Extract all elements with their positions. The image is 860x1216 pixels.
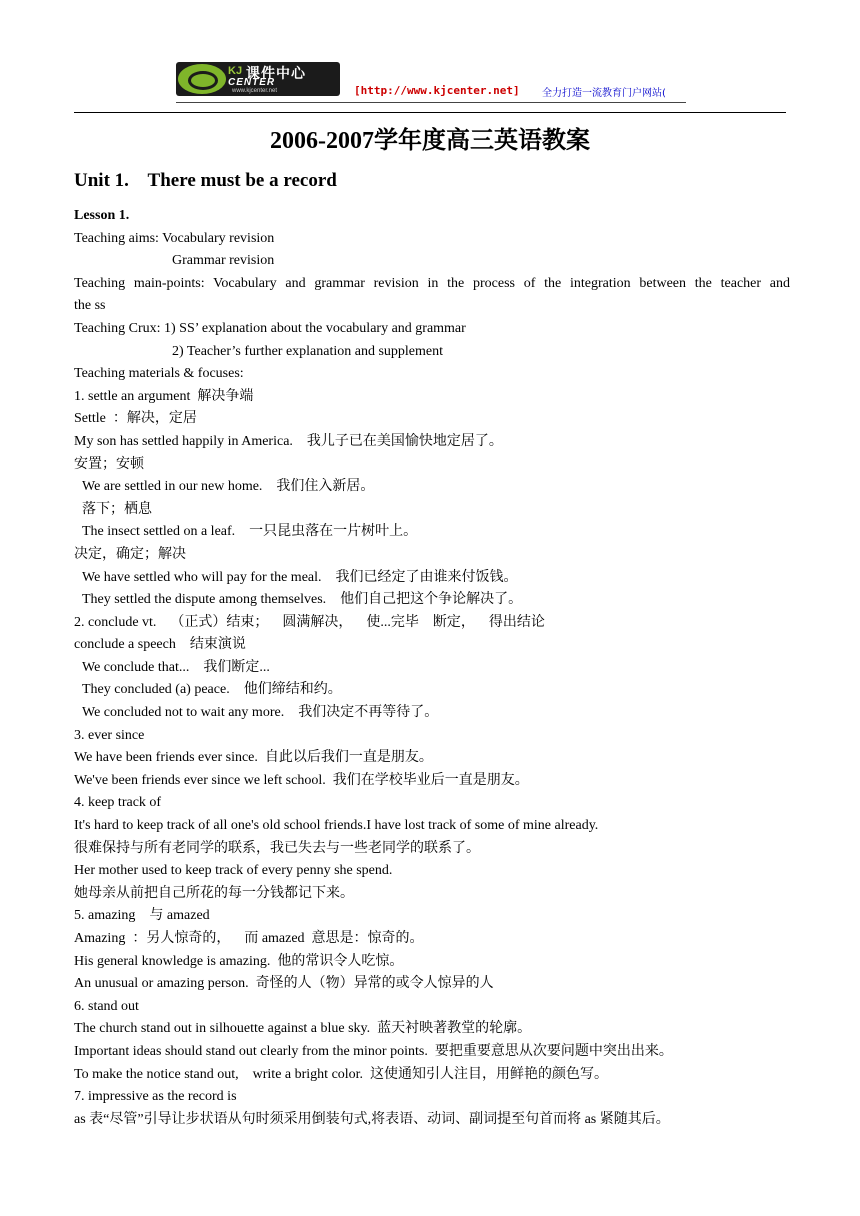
page-header [176,58,686,104]
text-line: We've been friends ever since we left school. 我们在学校毕业后一直是朋友。 [74,772,529,788]
text-line: 落下；栖息 [82,501,152,517]
text-line: Important ideas should stand out clearly from the minor points. 要把重要意思从次要问题中突出出来。 [74,1043,673,1059]
text-line: Teaching materials & focuses: [74,366,244,382]
text-line: the ss [74,298,106,314]
text-line: The church stand out in silhouette against a blue sky. 蓝天衬映著教堂的轮廓。 [74,1021,532,1037]
text-line: 4. keep track of [74,795,162,811]
logo-swirl-icon [178,64,226,94]
text-line: An unusual or amazing person. 奇怪的人（物）异常的或令人惊异的人 [74,976,494,992]
text-line: 1. settle an argument 解决争端 [74,388,254,404]
header-slogan: 全力打造一流教育门户网站( [542,88,666,99]
kjcenter-logo [176,62,340,96]
text-line: 决定，确定；解决 [74,546,186,562]
text-line: 2. conclude vt. （正式）结束； 圆满解决， 使...完毕 断定， 得出结论 [74,614,545,630]
header-divider [74,112,786,113]
text-line: 5. amazing 与 amazed [74,908,210,924]
text-line: as 表“尽管”引导让步状语从句时须采用倒装句式,将表语、动词、副词提至句首而将 as 紧随其后。 [74,1111,670,1127]
text-line: Teaching Crux: 1) SS’ explanation about the vocabulary and grammar [74,320,466,336]
text-line: Teaching main-points: Vocabulary and grammar revision in the process of the integration between the teacher and [74,275,790,291]
text-line: 3. ever since [74,727,145,743]
text-line: They settled the dispute among themselves. 他们自己把这个争论解决了。 [82,592,523,608]
lesson-body [74,205,790,1131]
text-line: Grammar revision [172,253,275,269]
logo-kj-text: KJ [228,65,243,77]
text-line: We have been friends ever since. 自此以后我们一直是朋友。 [74,750,433,766]
text-line: 7. impressive as the record is [74,1089,237,1105]
text-line: 她母亲从前把自己所花的每一分钱都记下来。 [74,885,354,901]
header-site-link[interactable]: [http://www.kjcenter.net] [354,84,520,97]
text-line: 2) Teacher’s further explanation and supplement [172,343,444,359]
text-line: We are settled in our new home. 我们住入新居。 [82,479,375,495]
text-line: It's hard to keep track of all one's old school friends.I have lost track of some of mine already. [74,818,599,834]
lesson-heading: Lesson 1. [74,208,130,223]
text-line: 安置；安顿 [74,456,144,472]
text-line: Teaching aims: Vocabulary revision [74,230,275,246]
header-underline [176,102,686,103]
text-line: My son has settled happily in America. 我儿子已在美国愉快地定居了。 [74,433,503,449]
text-line: They concluded (a) peace. 他们缔结和约。 [82,682,342,698]
unit-heading: Unit 1. There must be a record [74,170,337,191]
text-line: 6. stand out [74,998,139,1014]
text-line: We concluded not to wait any more. 我们决定不再等待了。 [82,705,439,721]
logo-chinese-text: 课件中心 [246,66,306,82]
page-title: 2006-2007学年度高三英语教案 [270,128,590,154]
text-line: Her mother used to keep track of every penny she spend. [74,863,393,879]
text-line: conclude a speech 结束演说 [74,637,246,653]
text-line: 很难保持与所有老同学的联系，我已失去与一些老同学的联系了。 [74,840,480,856]
text-line: Settle ：解决，定居 [74,411,197,427]
logo-center-text: CENTER [228,77,276,88]
text-line: Amazing ：另人惊奇的， 而 amazed 意思是：惊奇的。 [74,931,424,946]
text-line: His general knowledge is amazing. 他的常识令人吃惊。 [74,953,404,969]
logo-url-text: www.kjcenter.net [232,88,278,94]
text-line: We conclude that... 我们断定... [82,659,270,675]
text-line: The insect settled on a leaf. 一只昆虫落在一片树叶上。 [82,524,418,540]
text-line: To make the notice stand out, write a bright color. 这使通知引人注目，用鲜艳的颜色写。 [74,1066,609,1082]
text-line: We have settled who will pay for the meal. 我们已经定了由谁来付饭钱。 [82,569,518,585]
